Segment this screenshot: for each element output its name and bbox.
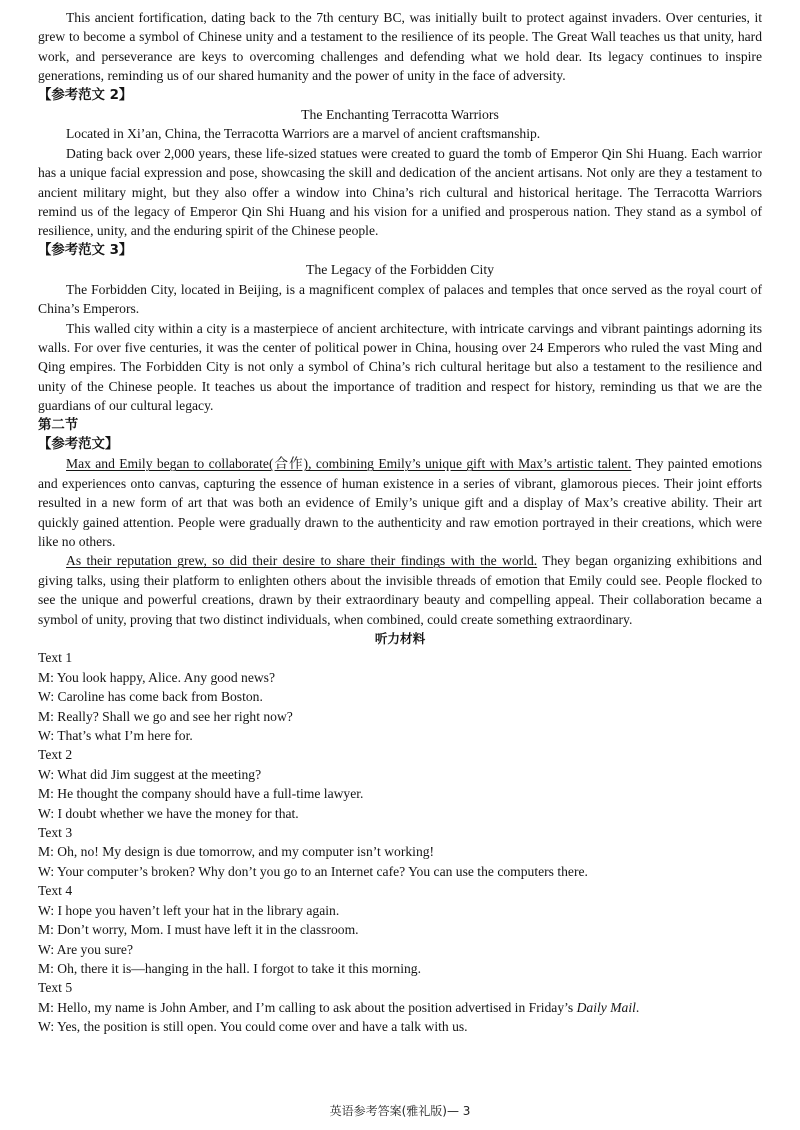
transcript-line: W: I hope you haven’t left your hat in the library again. xyxy=(38,902,340,918)
transcript-line: Text 2 xyxy=(38,747,73,763)
transcript-line: W: Caroline has come back from Boston. xyxy=(38,689,263,705)
listening-heading: 听力材料 xyxy=(374,631,426,646)
transcript-line: M: Don’t worry, Mom. I must have left it in the classroom. xyxy=(38,922,359,938)
paragraph-1-rest: They painted emotions and experiences onto canvas, capturing the essence of human existence in a series of vibrant, glamorous pieces. Their joint efforts resulted in a new form of art that was both an evidence of Emily’s unique gift and a display of Max’s creative ability. Their art quickly gained attention. People were gradually drawn to the authenticity and raw emotion portrayed in their creations, which were like no others. xyxy=(38,456,762,549)
transcript-line: W: Your computer’s broken? Why don’t you go to an Internet cafe? You can use the computers there. xyxy=(38,863,588,879)
section2-heading: 第二节 xyxy=(38,417,79,433)
transcript-line xyxy=(38,998,762,1017)
transcript-line: M: Really? Shall we go and see her right now? xyxy=(38,708,293,724)
transcript-line: M: Oh, no! My design is due tomorrow, and my computer isn’t working! xyxy=(38,844,435,860)
transcript-line: W: What did Jim suggest at the meeting? xyxy=(38,766,262,782)
transcript-line: M: You look happy, Alice. Any good news? xyxy=(38,669,276,685)
transcript-line: M: He thought the company should have a full-time lawyer. xyxy=(38,786,364,802)
essay2-paragraph-1: Located in Xi’an, China, the Terracotta Warriors are a marvel of ancient craftsmanship. xyxy=(66,126,541,142)
section2-paragraph-2 xyxy=(38,551,762,629)
transcript-line: W: Are you sure? xyxy=(38,941,133,957)
line-prefix: M: Hello, my name is John Amber, and I’m calling to ask about the position advertised in Friday’s xyxy=(38,999,577,1015)
essay1-paragraph: This ancient fortification, dating back to the 7th century BC, was initially built to protect against invaders. Over centuries, it grew to become a symbol of Chinese unity and a testament to the resilience of its people. The Great Wall teaches us that unity, hard work, and perseverance are keys to overcoming challenges and defending what we hold dear. Its legacy continues to inspire generations, reminding us of our shared humanity and the power of unity in the face of adversity. xyxy=(38,10,762,84)
answer-page xyxy=(38,8,762,1037)
transcript-line: Text 5 xyxy=(38,980,73,996)
transcript-line: W: I doubt whether we have the money for that. xyxy=(38,805,299,821)
essay2-label: 【参考范文 2】 xyxy=(38,87,133,103)
paragraph-2-rest: They began organizing exhibitions and giving talks, using their platform to enlighten others about the invisible threads of emotion that Emily could see. People flocked to see the unique and powerful creations, drawn by their extraordinary beauty and compelling appeal. Their collaboration became a symbol of unity, proving that two distinct individuals, when combined, could create something extraordinary. xyxy=(38,553,762,627)
transcript-line: W: That’s what I’m here for. xyxy=(38,728,193,744)
essay3-paragraph-1: The Forbidden City, located in Beijing, is a magnificent complex of palaces and temples that once served as the royal court of China’s Emperors. xyxy=(38,281,762,317)
section2-label: 【参考范文】 xyxy=(38,436,119,452)
newspaper-name: Daily Mail xyxy=(576,999,636,1015)
transcript-line: M: Oh, there it is—hanging in the hall. I forgot to take it this morning. xyxy=(38,960,421,976)
essay3-title: The Legacy of the Forbidden City xyxy=(305,262,495,278)
line-suffix: . xyxy=(635,999,640,1015)
listening-transcript xyxy=(38,648,762,1036)
transcript-line: Text 4 xyxy=(38,883,73,899)
page-footer: 英语参考答案(雅礼版)— 3 xyxy=(329,1104,471,1118)
essay2-title: The Enchanting Terracotta Warriors xyxy=(301,107,499,123)
transcript-line: W: Yes, the position is still open. You could come over and have a talk with us. xyxy=(38,1019,468,1035)
essay2-paragraph-2: Dating back over 2,000 years, these life-sized statues were created to guard the tomb of Emperor Qin Shi Huang. Each warrior has a unique facial expression and pose, showcasing the skill and dedication of the ancient artisans. Not only are they a testament to ancient military might, but they also offer a window into China’s rich cultural and historical heritage. The Terracotta Warriors remind us of the legacy of Emperor Qin Shi Huang and his vision for a unified and prosperous nation. They stand as a symbol of resilience, unity, and the enduring spirit of the Chinese people. xyxy=(38,145,762,239)
section2-paragraph-1 xyxy=(38,454,762,551)
essay3-label: 【参考范文 3】 xyxy=(38,242,133,258)
essay3-paragraph-2: This walled city within a city is a masterpiece of ancient architecture, with intricate carvings and vibrant paintings adorning its walls. For over five centuries, it was the center of political power in China, housing over 24 Emperors who ruled the vast Ming and Qing empires. The Forbidden City is not only a symbol of China’s rich cultural heritage but also a testament to the resilience and unity of the Chinese people. It teaches us about the importance of tradition and respect for history, reminding us that we are the guardians of our cultural legacy. xyxy=(38,320,762,414)
underlined-sentence-1: Max and Emily began to collaborate(合作), combining Emily’s unique gift with Max’s artistic talent. xyxy=(66,456,632,472)
underlined-sentence-2: As their reputation grew, so did their desire to share their findings with the world. xyxy=(66,553,538,569)
transcript-line: Text 3 xyxy=(38,825,73,841)
transcript-line: Text 1 xyxy=(38,650,73,666)
